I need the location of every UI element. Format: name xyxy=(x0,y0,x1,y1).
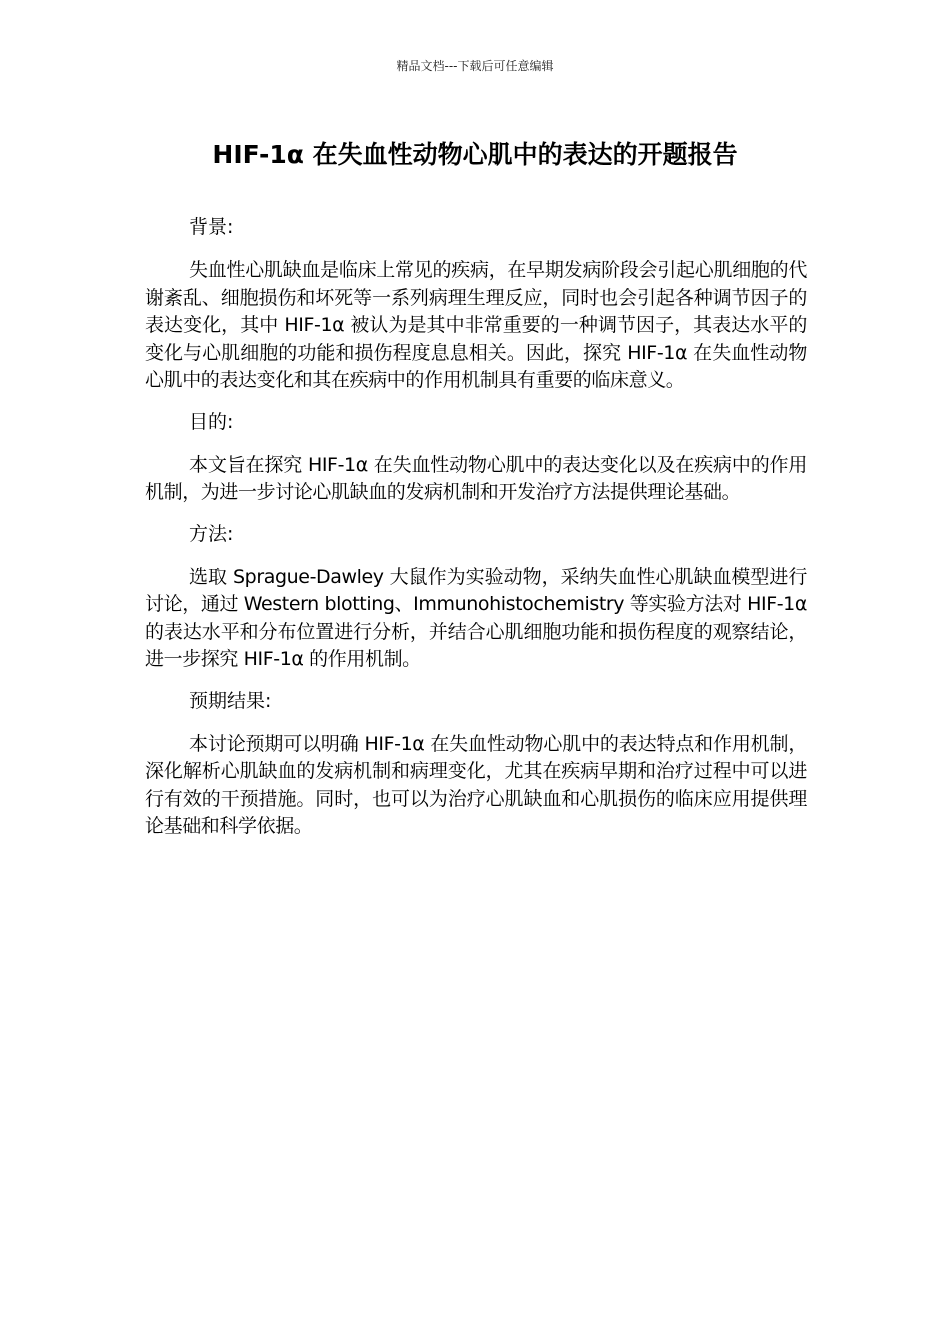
section-label-expected-results: 预期结果: xyxy=(189,689,272,712)
paragraph-method: 选取 Sprague-Dawley 大鼠作为实验动物，采纳失血性心肌缺血模型进行讨论，通过 Western blotting、Immunohistochemistry 等实验方法对 HIF-1α 的表达水平和分布位置进行分析，并结合心肌细胞功能和损伤程度的观察结论，进一步探究 HIF-1α 的作用机制。 xyxy=(145,565,807,670)
document-title: HIF-1α 在失血性动物心肌中的表达的开题报告 xyxy=(212,140,738,169)
paragraph-purpose: 本文旨在探究 HIF-1α 在失血性动物心肌中的表达变化以及在疾病中的作用机制，为进一步讨论心肌缺血的发病机制和开发治疗方法提供理论基础。 xyxy=(145,453,807,503)
section-label-background: 背景: xyxy=(189,216,234,238)
section-label-method: 方法: xyxy=(189,522,234,545)
paragraph-background: 失血性心肌缺血是临床上常见的疾病，在早期发病阶段会引起心肌细胞的代谢紊乱、细胞损伤和坏死等一系列病理生理反应，同时也会引起各种调节因子的表达变化，其中 HIF-1α 被认为是其中非常重要的一种调节因子，其表达水平的变化与心肌细胞的功能和损伤程度息息相关。因此，探究 HIF-1α 在失血性动物心肌中的表达变化和其在疾病中的作用机制具有重要的临床意义。 xyxy=(145,259,807,391)
paragraph-expected-results: 本讨论预期可以明确 HIF-1α 在失血性动物心肌中的表达特点和作用机制，深化解析心肌缺血的发病机制和病理变化，尤其在疾病早期和治疗过程中可以进行有效的干预措施。同时，也可以为治疗心肌缺血和心肌损伤的临床应用提供理论基础和科学依据。 xyxy=(145,732,807,837)
header-note: 精品文档---下载后可任意编辑 xyxy=(396,59,554,73)
document-body xyxy=(145,214,807,855)
section-label-purpose: 目的: xyxy=(189,410,234,433)
